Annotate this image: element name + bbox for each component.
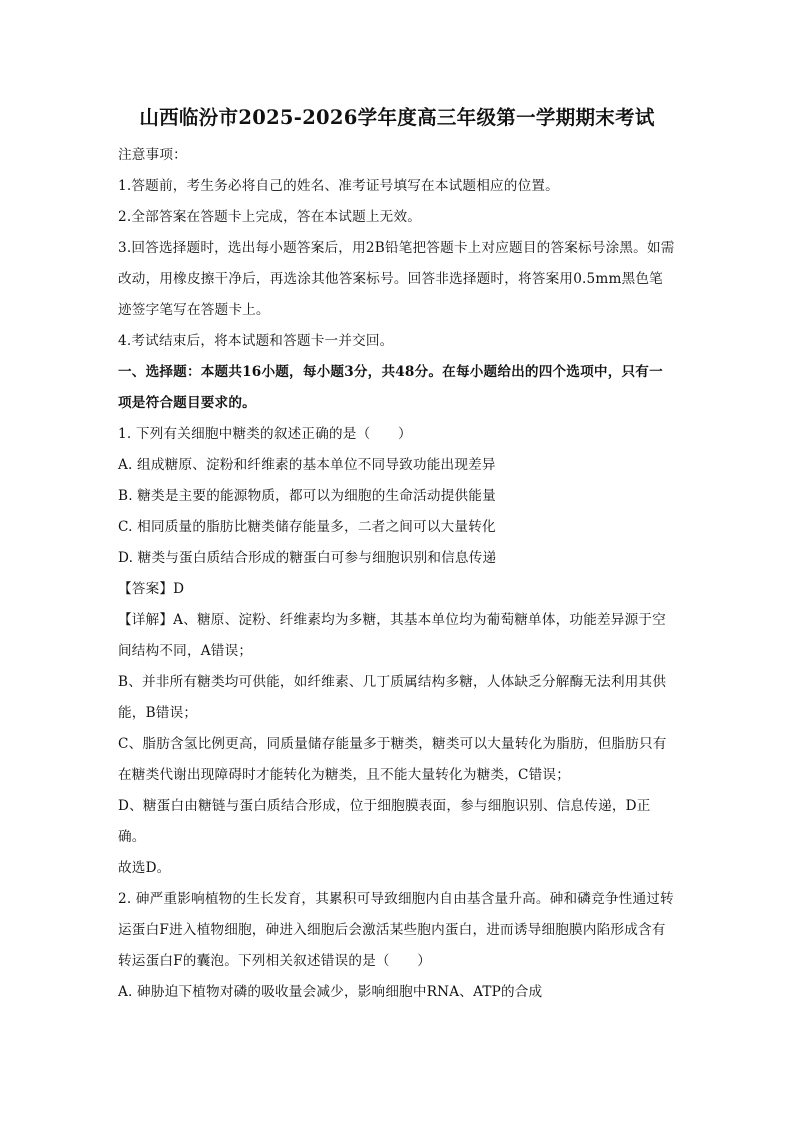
page-title: 山西临汾市2025-2026学年度高三年级第一学期期末考试 bbox=[139, 106, 655, 129]
section-heading: 一、选择题：本题共16小题，每小题3分，共48分。在每小题给出的四个选项中，只有一项是符合题目要求的。 bbox=[118, 364, 663, 411]
question-option: D. 糖类与蛋白质结合形成的糖蛋白可参与细胞识别和信息传递 bbox=[118, 550, 497, 566]
question-option: B. 糖类是主要的能源物质，都可以为细胞的生命活动提供能量 bbox=[118, 488, 496, 504]
notice-item: 1.答题前，考生务必将自己的姓名、准考证号填写在本试题相应的位置。 bbox=[118, 178, 559, 194]
question-option: C. 相同质量的脂肪比糖类储存能量多，二者之间可以大量转化 bbox=[118, 519, 496, 535]
explanation-paragraph: D、糖蛋白由糖链与蛋白质结合形成，位于细胞膜表面，参与细胞识别、信息传递，D正确。 bbox=[118, 798, 651, 845]
answer-label: 【答案】D bbox=[118, 581, 185, 597]
question-option: A. 组成糖原、淀粉和纤维素的基本单位不同导致功能出现差异 bbox=[118, 457, 496, 473]
question-stem: 1. 下列有关细胞中糖类的叙述正确的是（ ） bbox=[118, 426, 412, 442]
notice-item: 4.考试结束后，将本试题和答题卡一并交回。 bbox=[118, 333, 394, 349]
explanation-paragraph: 【详解】A、糖原、淀粉、纤维素均为多糖，其基本单位均为葡萄糖单体，功能差异源于空间结构不同，A错误； bbox=[118, 612, 666, 659]
question-stem: 2. 砷严重影响植物的生长发育，其累积可导致细胞内自由基含量升高。砷和磷竞争性通过转运蛋白F进入植物细胞，砷进入细胞后会激活某些胞内蛋白，进而诱导细胞膜内陷形成含有转运蛋白F的囊泡。下列相关叙述错误的是（ ） bbox=[118, 891, 674, 969]
explanation-paragraph: B、并非所有糖类均可供能，如纤维素、几丁质属结构多糖，人体缺乏分解酶无法利用其供能，B错误； bbox=[118, 674, 667, 721]
explanation-paragraph: C、脂肪含氢比例更高，同质量储存能量多于糖类，糖类可以大量转化为脂肪，但脂肪只有在糖类代谢出现障碍时才能转化为糖类，且不能大量转化为糖类，C错误； bbox=[118, 736, 667, 783]
question-option: A. 砷胁迫下植物对磷的吸收量会减少，影响细胞中RNA、ATP的合成 bbox=[118, 984, 543, 1000]
conclusion: 故选D。 bbox=[118, 860, 171, 876]
notice-item: 2.全部答案在答题卡上完成，答在本试题上无效。 bbox=[118, 209, 422, 225]
notice-heading: 注意事项： bbox=[118, 147, 187, 163]
notice-item: 3.回答选择题时，选出每小题答案后，用2B铅笔把答题卡上对应题目的答案标号涂黑。如需改动，用橡皮擦干净后，再选涂其他答案标号。回答非选择题时，将答案用0.5mm黑色笔迹签字笔写在答题卡上。 bbox=[118, 240, 675, 318]
